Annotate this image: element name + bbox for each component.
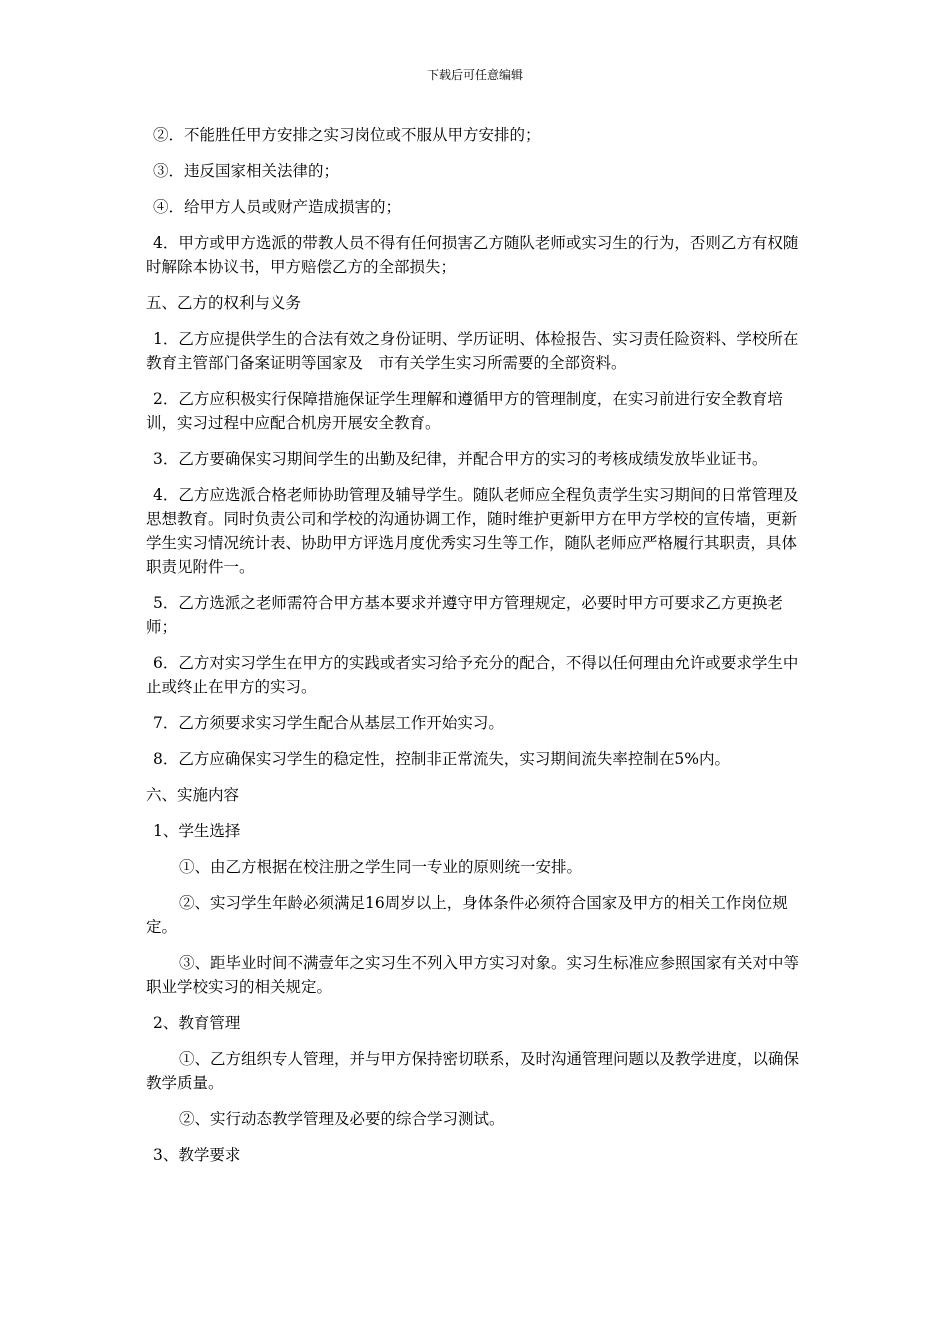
paragraph: ④．给甲方人员或财产造成损害的； xyxy=(153,198,402,216)
paragraph: ②、实行动态教学管理及必要的综合学习测试。 xyxy=(179,1110,505,1128)
paragraph: 4．乙方应选派合格老师协助管理及辅导学生。随队老师应全程负责学生实习期间的日常管理及思想教育。同时负责公司和学校的沟通协调工作，随时维护更新甲方在甲方学校的宣传墙，更新学生实习情况统计表、协助甲方评选月度优秀实习生等工作，随队老师应严格履行其职责，具体职责见附件一。 xyxy=(146,486,799,576)
paragraph: ②、实习学生年龄必须满足16周岁以上，身体条件必须符合国家及甲方的相关工作岗位规定。 xyxy=(146,894,788,936)
subsection-heading: 2、教育管理 xyxy=(153,1014,241,1032)
paragraph: 4．甲方或甲方选派的带教人员不得有任何损害乙方随队老师或实习生的行为，否则乙方有权随时解除本协议书，甲方赔偿乙方的全部损失； xyxy=(146,234,799,276)
paragraph: ①、由乙方根据在校注册之学生同一专业的原则统一安排。 xyxy=(179,858,583,876)
section-heading: 六、实施内容 xyxy=(146,786,240,804)
paragraph: 1．乙方应提供学生的合法有效之身份证明、学历证明、体检报告、实习责任险资料、学校所在教育主管部门备案证明等国家及 市有关学生实习所需要的全部资料。 xyxy=(146,330,799,372)
paragraph: 2．乙方应积极实行保障措施保证学生理解和遵循甲方的管理制度，在实习前进行安全教育培训，实习过程中应配合机房开展安全教育。 xyxy=(146,390,783,432)
paragraph: 6．乙方对实习学生在甲方的实践或者实习给予充分的配合，不得以任何理由允许或要求学生中止或终止在甲方的实习。 xyxy=(146,654,799,696)
paragraph: 8．乙方应确保实习学生的稳定性，控制非正常流失，实习期间流失率控制在5%内。 xyxy=(153,750,730,768)
document-body xyxy=(146,123,808,1179)
section-heading: 五、乙方的权利与义务 xyxy=(146,294,302,312)
paragraph: 5．乙方选派之老师需符合甲方基本要求并遵守甲方管理规定，必要时甲方可要求乙方更换老师； xyxy=(146,594,783,636)
paragraph: ②．不能胜任甲方安排之实习岗位或不服从甲方安排的； xyxy=(153,126,541,144)
paragraph: 3．乙方要确保实习期间学生的出勤及纪律，并配合甲方的实习的考核成绩发放毕业证书。 xyxy=(153,450,768,468)
subsection-heading: 1、学生选择 xyxy=(153,822,241,840)
paragraph: ③、距毕业时间不满壹年之实习生不列入甲方实习对象。实习生标准应参照国家有关对中等职业学校实习的相关规定。 xyxy=(146,954,800,996)
subsection-heading: 3、教学要求 xyxy=(153,1146,241,1164)
paragraph: ①、乙方组织专人管理，并与甲方保持密切联系，及时沟通管理问题以及教学进度，以确保教学质量。 xyxy=(146,1050,800,1092)
paragraph: ③．违反国家相关法律的； xyxy=(153,162,340,180)
paragraph: 7．乙方须要求实习学生配合从基层工作开始实习。 xyxy=(153,714,504,732)
page-header: 下载后可任意编辑 xyxy=(426,68,523,82)
